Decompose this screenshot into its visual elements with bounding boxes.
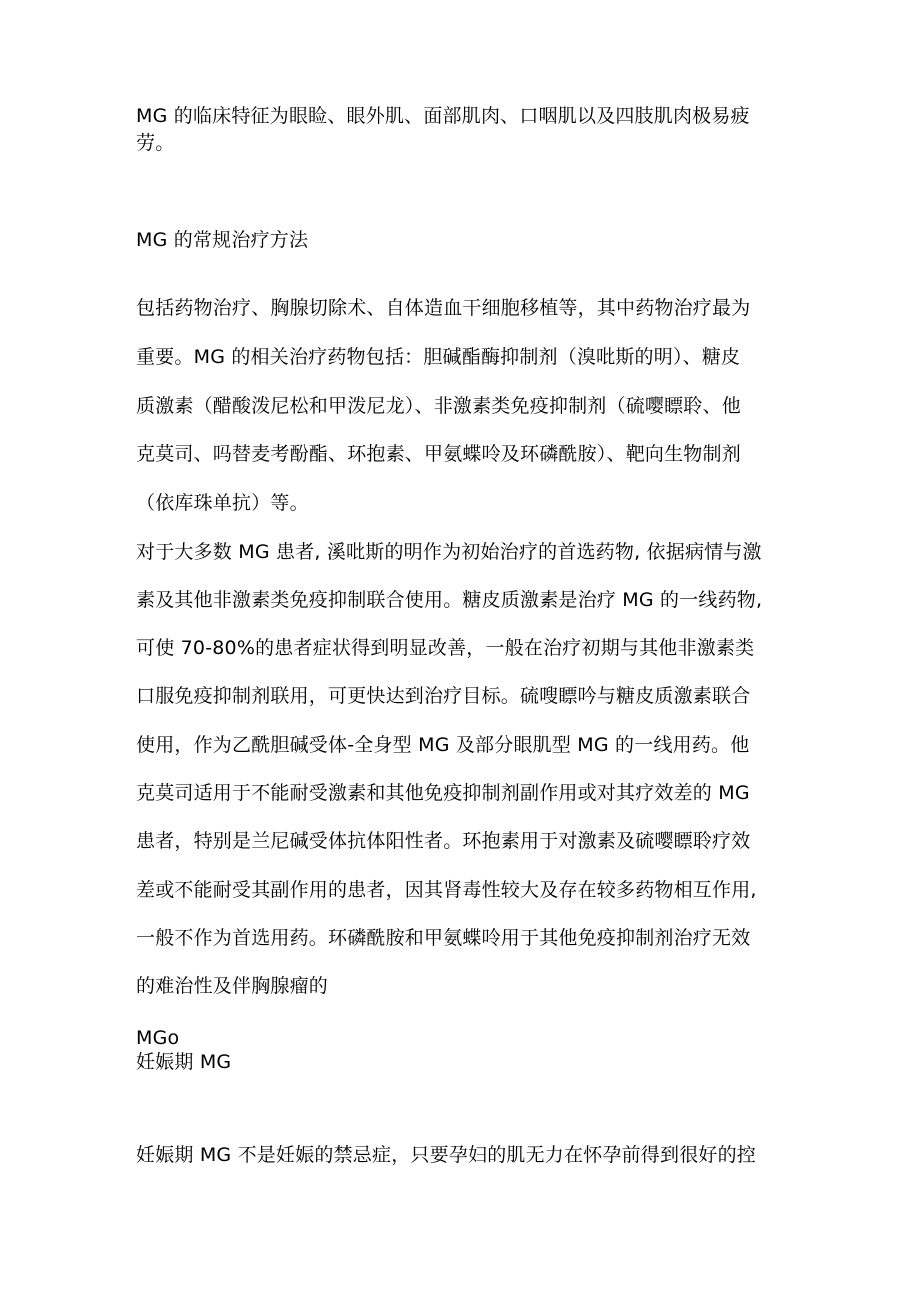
paragraph-treatment-line-3: 质激素（醋酸泼尼松和甲泼尼龙）、非激素类免疫抑制剂（硫嘤瞟聆、他 — [136, 395, 741, 417]
paragraph-drug-usage-line-2: 素及其他非激素类免疫抑制联合使用。糖皮质激素是治疗 MG 的一线药物, — [136, 589, 763, 611]
heading-conventional-treatment: MG 的常规治疗方法 — [136, 229, 309, 251]
paragraph-drug-usage-line-10: 的难治性及伴胸腺瘤的 — [136, 975, 329, 997]
paragraph-drug-usage-line-4: 口服免疫抑制剂联用，可更快达到治疗目标。硫嗖瞟吟与糖皮质激素联合 — [136, 685, 751, 707]
paragraph-drug-usage-line-9: 一般不作为首选用药。环磷酰胺和甲氨蝶呤用于其他免疫抑制剂治疗无效 — [136, 927, 751, 949]
paragraph-treatment-line-4: 克莫司、吗替麦考酚酯、环抱素、甲氨蝶呤及环磷酰胺）、靶向生物制剂 — [136, 443, 741, 465]
paragraph-drug-usage-line-8: 差或不能耐受其副作用的患者，因其肾毒性较大及存在较多药物相互作用, — [136, 879, 757, 901]
paragraph-drug-usage-line-3: 可使 70-80%的患者症状得到明显改善，一般在治疗初期与其他非激素类 — [136, 637, 755, 659]
mg-fragment-line: MGo — [136, 1027, 180, 1049]
paragraph-drug-usage-line-5: 使用，作为乙酰胆碱受体-全身型 MG 及部分眼肌型 MG 的一线用药。他 — [136, 734, 750, 756]
paragraph-clinical-features-line-2: 劳。 — [136, 132, 175, 154]
paragraph-treatment-line-1: 包括药物治疗、胸腺切除术、自体造血干细胞移植等，其中药物治疗最为 — [136, 297, 751, 319]
paragraph-clinical-features-line-1: MG 的临床特征为眼睑、眼外肌、面部肌肉、口咽肌以及四肢肌肉极易疲 — [136, 105, 750, 127]
paragraph-pregnancy-line-1: 妊娠期 MG 不是妊娠的禁忌症，只要孕妇的肌无力在怀孕前得到很好的控 — [136, 1144, 756, 1166]
paragraph-drug-usage-line-1: 对于大多数 MG 患者, 溪吡斯的明作为初始治疗的首选药物, 依据病情与激 — [136, 541, 762, 563]
heading-pregnancy-mg: 妊娠期 MG — [136, 1051, 232, 1073]
paragraph-treatment-line-5: （依库珠单抗）等。 — [136, 492, 309, 514]
paragraph-treatment-line-2: 重要。MG 的相关治疗药物包括：胆碱酯酶抑制剂（溴吡斯的明）、糖皮 — [136, 346, 741, 368]
paragraph-drug-usage-line-7: 患者，特别是兰尼碱受体抗体阳性者。环抱素用于对激素及硫嘤瞟聆疗效 — [136, 830, 751, 852]
paragraph-drug-usage-line-6: 克莫司适用于不能耐受激素和其他免疫抑制剂副作用或对其疗效差的 MG — [136, 782, 750, 804]
